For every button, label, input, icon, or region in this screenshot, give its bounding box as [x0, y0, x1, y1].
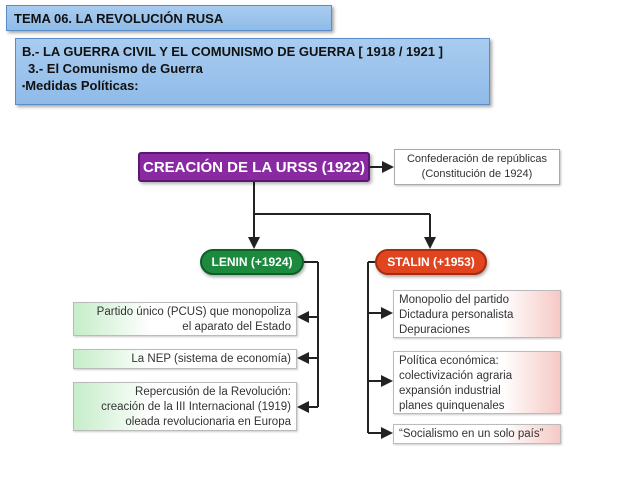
lenin-item-box — [73, 302, 297, 336]
bullet-heading-text: Medidas Políticas: — [25, 78, 139, 93]
stalin-item-box — [393, 290, 561, 338]
stalin-item-box — [393, 424, 561, 444]
lenin-item-line: oleada revolucionaria en Europa — [125, 416, 291, 428]
lenin-item-box — [73, 382, 297, 431]
stalin-item-line: Monopolio del partido — [399, 294, 509, 306]
lenin-item-line: Partido único (PCUS) que monopoliza — [96, 306, 291, 318]
stalin-node: STALIN (+1953) — [375, 249, 487, 275]
lenin-item-box — [73, 349, 297, 369]
stalin-item-line: expansión industrial — [399, 385, 501, 397]
stalin-item-line: Dictadura personalista — [399, 309, 514, 321]
square-bullet-icon: ▪ — [22, 81, 26, 91]
lenin-node: LENIN (+1924) — [200, 249, 304, 275]
lenin-item-line: La NEP (sistema de economía) — [131, 353, 291, 365]
root-node: CREACIÓN DE LA URSS (1922) — [138, 152, 370, 182]
stalin-item-line: Depuraciones — [399, 324, 470, 336]
stalin-item-line: planes quinquenales — [399, 400, 505, 412]
root-note-line: (Constitución de 1924) — [421, 168, 533, 180]
lenin-item-line: el aparato del Estado — [182, 321, 291, 333]
section-heading: B.- LA GUERRA CIVIL Y EL COMUNISMO DE GUERRA [ 1918 / 1921 ] — [22, 44, 443, 59]
stalin-item-line: Política económica: — [399, 355, 499, 367]
stalin-item-line: “Socialismo en un solo país” — [399, 428, 544, 440]
subsection-heading: 3.- El Comunismo de Guerra — [28, 61, 203, 76]
stalin-item-box — [393, 351, 561, 414]
lenin-item-line: creación de la III Internacional (1919) — [101, 401, 291, 413]
topic-title: TEMA 06. LA REVOLUCIÓN RUSA — [14, 11, 224, 26]
lenin-item-line: Repercusión de la Revolución: — [135, 386, 291, 398]
root-note-box — [394, 149, 560, 185]
stalin-item-line: colectivización agraria — [399, 370, 513, 382]
root-note-line: Confederación de repúblicas — [406, 153, 548, 165]
